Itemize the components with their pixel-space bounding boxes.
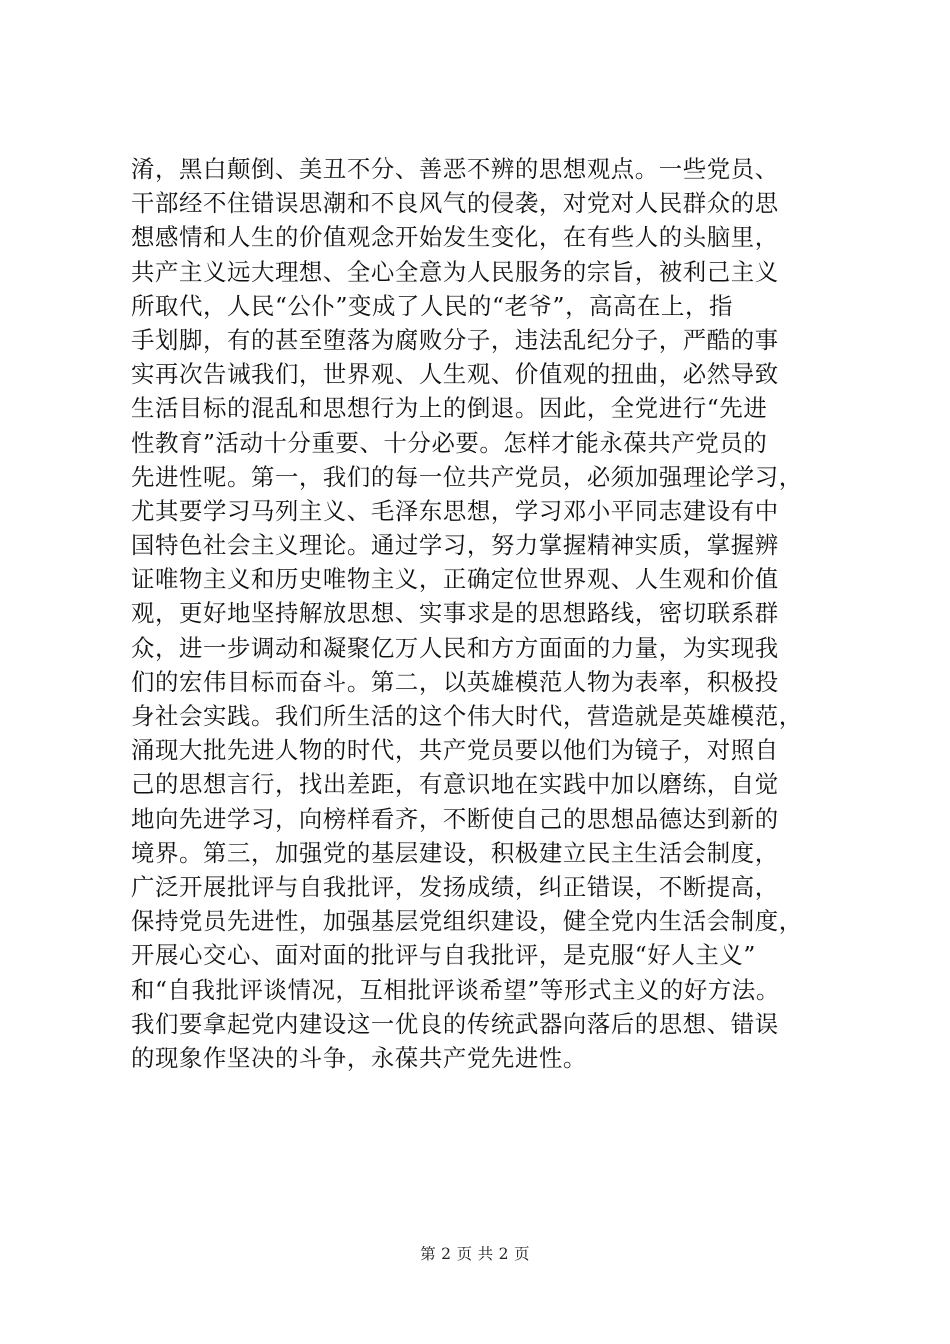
text-line: 地向先进学习，向榜样看齐，不断使自己的思想品德达到新的 bbox=[131, 804, 779, 833]
text-line: 和“自我批评谈情况，互相批评谈希望”等形式主义的好方法。 bbox=[131, 975, 780, 1004]
text-line: 国特色社会主义理论。通过学习，努力掌握精神实质，掌握辨 bbox=[131, 531, 779, 560]
text-line: 身社会实践。我们所生活的这个伟大时代，营造就是英雄模范， bbox=[131, 702, 803, 730]
body-text bbox=[131, 152, 831, 1075]
text-line: 众，进一步调动和凝聚亿万人民和方方面面的力量，为实现我 bbox=[131, 633, 779, 662]
text-line: 证唯物主义和历史唯物主义，正确定位世界观、人生观和价值 bbox=[131, 565, 779, 594]
text-line: 性教育”活动十分重要、十分必要。怎样才能永葆共产党员的 bbox=[131, 428, 768, 457]
text-line: 们的宏伟目标而奋斗。第二，以英雄模范人物为表率，积极投 bbox=[131, 667, 779, 696]
text-line: 想感情和人生的价值观念开始发生变化，在有些人的头脑里， bbox=[131, 223, 779, 252]
text-line: 境界。第三，加强党的基层建设，积极建立民主生活会制度， bbox=[131, 838, 779, 867]
text-line: 的现象作坚决的斗争，永葆共产党先进性。 bbox=[131, 1043, 587, 1072]
page-footer: 第 2 页 共 2 页 bbox=[420, 1245, 530, 1263]
text-line: 生活目标的混乱和思想行为上的倒退。因此，全党进行“先进 bbox=[131, 394, 768, 423]
text-line: 淆，黑白颠倒、美丑不分、善恶不辨的思想观点。一些党员、 bbox=[131, 155, 779, 183]
text-line: 干部经不住错误思潮和不良风气的侵袭，对党对人民群众的思 bbox=[131, 189, 779, 218]
text-line: 广泛开展批评与自我批评，发扬成绩，纠正错误，不断提高， bbox=[131, 872, 779, 901]
text-line: 涌现大批先进人物的时代，共产党员要以他们为镜子，对照自 bbox=[131, 736, 779, 765]
text-line: 观，更好地坚持解放思想、实事求是的思想路线，密切联系群 bbox=[131, 599, 779, 628]
text-line: 我们要拿起党内建设这一优良的传统武器向落后的思想、错误 bbox=[131, 1009, 779, 1038]
text-line: 己的思想言行，找出差距，有意识地在实践中加以磨练，自觉 bbox=[131, 770, 779, 799]
text-line: 尤其要学习马列主义、毛泽东思想，学习邓小平同志建设有中 bbox=[131, 496, 779, 525]
text-line: 共产主义远大理想、全心全意为人民服务的宗旨，被利己主义 bbox=[131, 257, 779, 286]
text-line: 开展心交心、面对面的批评与自我批评，是克服“好人主义” bbox=[131, 941, 756, 970]
text-line: 先进性呢。第一，我们的每一位共产党员，必须加强理论学习， bbox=[131, 462, 803, 491]
text-line: 手划脚，有的甚至堕落为腐败分子，违法乱纪分子，严酷的事 bbox=[131, 325, 779, 354]
text-line: 实再次告诫我们，世界观、人生观、价值观的扭曲，必然导致 bbox=[131, 360, 779, 389]
text-line: 所取代，人民“公仆”变成了人民的“老爷”，高高在上，指 bbox=[131, 291, 734, 320]
text-line: 保持党员先进性，加强基层党组织建设，健全党内生活会制度， bbox=[131, 907, 803, 936]
